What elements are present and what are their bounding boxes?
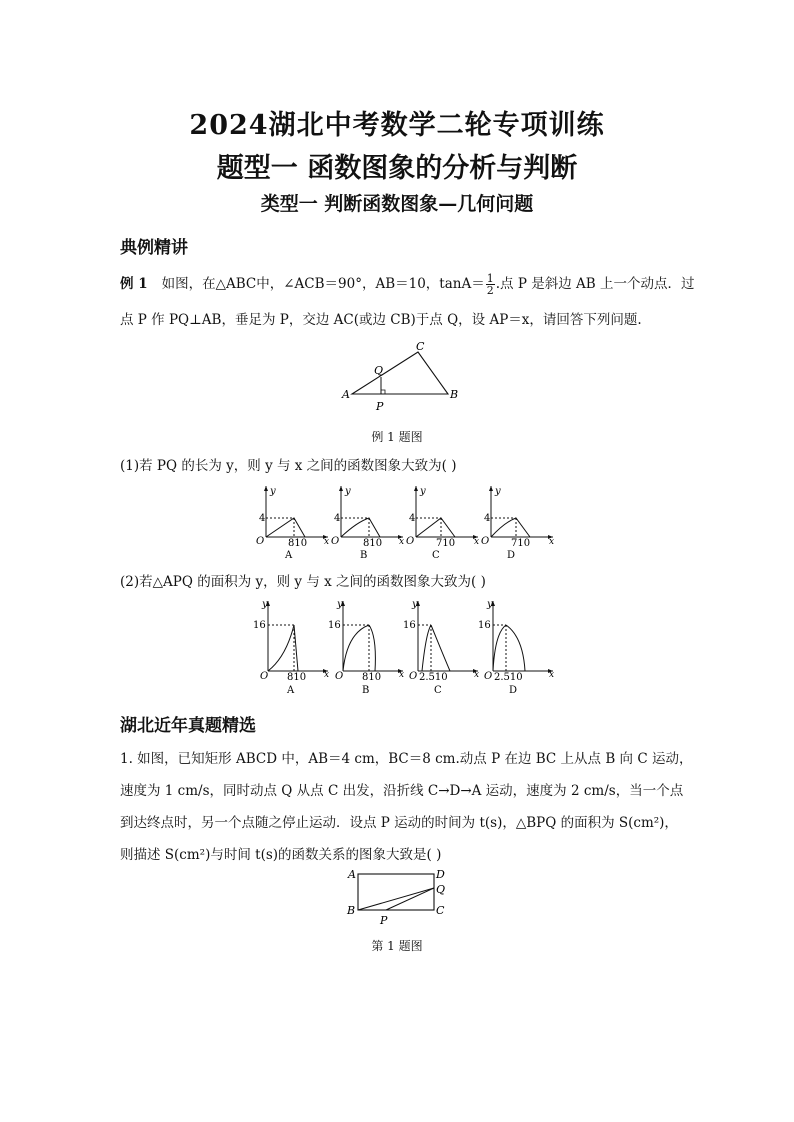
svg-text:A: A <box>348 868 356 881</box>
page-subtitle: 题型一 函数图象的分析与判断 <box>216 153 578 184</box>
svg-text:y: y <box>495 486 501 497</box>
svg-text:4: 4 <box>259 513 266 524</box>
svg-text:810: 810 <box>362 672 382 683</box>
svg-text:y: y <box>412 599 418 610</box>
problem1-line4: 则描述 S(cm²)与时间 t(s)的函数关系的图象大致是( ) <box>120 847 442 863</box>
svg-text:y: y <box>337 599 343 610</box>
section-heading-past-exams: 湖北近年真题精选 <box>120 716 256 736</box>
svg-text:2.510: 2.510 <box>419 672 448 683</box>
type-heading: 类型一 判断函数图象—几何问题 <box>260 193 534 215</box>
svg-text:B: B <box>347 904 356 917</box>
svg-text:Q: Q <box>374 364 384 377</box>
problem1-line2: 速度为 1 cm/s，同时动点 Q 从点 C 出发，沿折线 C→D→A 运动，速度为 2 cm/s，当一个点 <box>120 783 684 799</box>
example1-triangle-figure <box>338 340 458 415</box>
svg-text:x: x <box>324 537 330 547</box>
svg-text:4: 4 <box>409 513 416 524</box>
svg-text:x: x <box>474 537 480 547</box>
svg-text:4: 4 <box>484 513 491 524</box>
svg-text:y: y <box>262 599 268 610</box>
problem1-rectangle-figure <box>340 866 452 930</box>
svg-text:x: x <box>399 670 405 680</box>
svg-text:x: x <box>549 537 555 547</box>
svg-text:A: A <box>342 388 350 401</box>
q2-option-d-graph <box>475 597 557 697</box>
q2-option-d-label: D <box>509 685 518 696</box>
q2-option-b-label: B <box>362 685 370 696</box>
example1-label: 例 1 <box>120 276 148 292</box>
q2-option-a-label: A <box>287 685 295 696</box>
example1-line2: 点 P 作 PQ⊥AB，垂足为 P，交边 AC(或边 CB)于点 Q，设 AP＝x，请回答下列问题. <box>120 312 642 328</box>
problem1-line1: 1. 如图，已知矩形 ABCD 中，AB＝4 cm，BC＝8 cm.动点 P 在边 BC 上从点 B 向 C 运动， <box>120 751 693 767</box>
svg-text:O: O <box>406 536 415 547</box>
example1-figure-caption: 例 1 题图 <box>371 430 423 444</box>
svg-text:710: 710 <box>436 538 456 549</box>
svg-text:710: 710 <box>511 538 531 549</box>
svg-text:x: x <box>549 670 555 680</box>
example1-text1a: 如图，在△ABC中，∠ACB＝90°，AB＝10，tanA＝ <box>161 276 485 292</box>
svg-text:D: D <box>436 868 445 881</box>
svg-text:P: P <box>380 914 388 927</box>
q1-option-b-graph <box>325 482 407 560</box>
svg-text:C: C <box>416 340 425 353</box>
svg-text:O: O <box>481 536 490 547</box>
q1-option-a-label: A <box>285 550 293 560</box>
fraction-one-half: $\frac{1}{2}$ <box>486 272 494 297</box>
problem1-figure-caption: 第 1 题图 <box>371 939 423 953</box>
svg-text:2.510: 2.510 <box>494 672 523 683</box>
q2-option-b-graph <box>325 597 407 697</box>
q1-option-c-label: C <box>432 550 440 560</box>
svg-text:P: P <box>376 400 384 413</box>
svg-text:O: O <box>260 671 269 682</box>
q1-option-b-label: B <box>360 550 368 560</box>
svg-text:O: O <box>331 536 340 547</box>
q1-option-a-graph <box>250 482 332 560</box>
question-2: (2)若△APQ 的面积为 y，则 y 与 x 之间的函数图象大致为( ) <box>120 574 486 590</box>
section-heading-examples: 典例精讲 <box>120 238 188 258</box>
svg-text:810: 810 <box>287 672 307 683</box>
page-title: 2024湖北中考数学二轮专项训练 <box>189 110 605 141</box>
svg-text:O: O <box>335 671 344 682</box>
svg-text:y: y <box>420 486 426 497</box>
svg-text:Q: Q <box>436 883 446 896</box>
q2-option-c-label: C <box>434 685 442 696</box>
example1-text1b: .点 P 是斜边 AB 上一个动点．过 <box>495 276 695 292</box>
example1-line1 <box>120 272 695 297</box>
svg-text:x: x <box>399 537 405 547</box>
q1-option-d-label: D <box>507 550 516 560</box>
svg-text:x: x <box>324 670 330 680</box>
problem1-line3: 到达终点时，另一个点随之停止运动．设点 P 运动的时间为 t(s)，△BPQ 的面积为 S(cm²)， <box>120 815 678 831</box>
q2-option-a-graph <box>250 597 332 697</box>
svg-text:B: B <box>450 388 458 401</box>
svg-text:y: y <box>270 486 276 497</box>
svg-text:16: 16 <box>253 620 266 631</box>
svg-text:16: 16 <box>478 620 491 631</box>
svg-text:810: 810 <box>288 538 308 549</box>
svg-text:16: 16 <box>328 620 341 631</box>
q2-option-c-graph <box>400 597 482 697</box>
question-1: (1)若 PQ 的长为 y，则 y 与 x 之间的函数图象大致为( ) <box>120 458 457 474</box>
svg-text:y: y <box>345 486 351 497</box>
svg-text:810: 810 <box>363 538 383 549</box>
svg-text:y: y <box>487 599 493 610</box>
svg-text:C: C <box>436 904 445 917</box>
q1-option-c-graph <box>400 482 482 560</box>
svg-text:O: O <box>409 671 418 682</box>
svg-text:4: 4 <box>334 513 341 524</box>
svg-text:x: x <box>474 670 480 680</box>
q1-option-d-graph <box>475 482 557 560</box>
svg-text:O: O <box>256 536 265 547</box>
svg-text:O: O <box>484 671 493 682</box>
svg-text:16: 16 <box>403 620 416 631</box>
